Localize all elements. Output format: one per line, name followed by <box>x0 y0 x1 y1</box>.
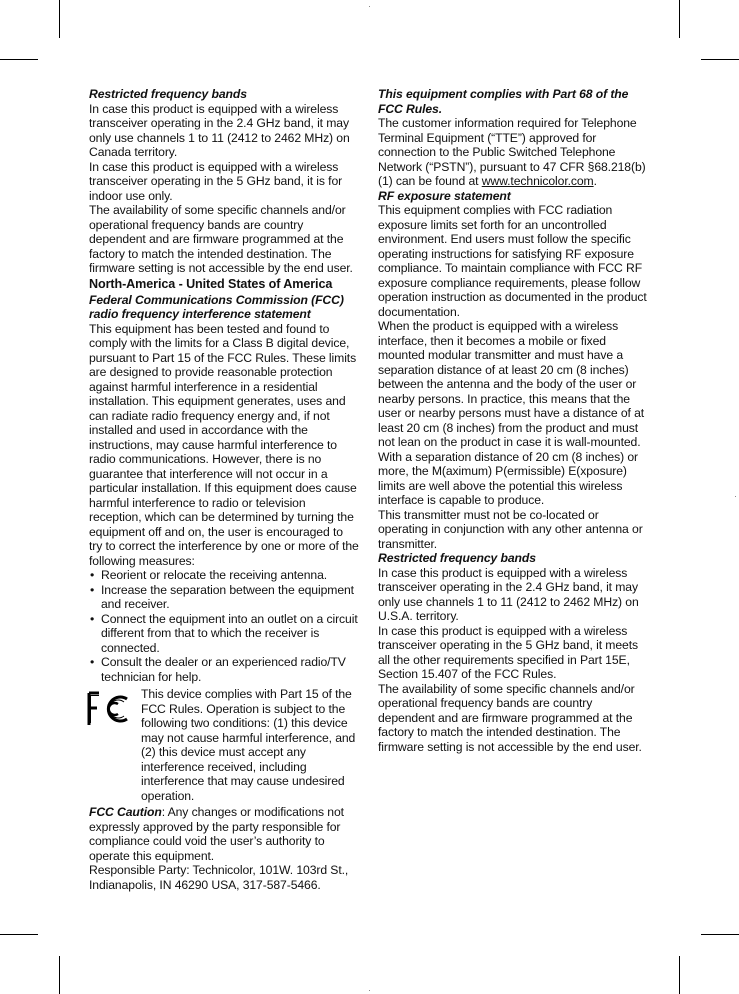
fcc-caution-paragraph <box>89 805 359 863</box>
fcc-logo-icon <box>87 687 135 803</box>
wireless-interface-paragraph: When the product is equipped with a wireless interface, then it becomes a mobile or fixed mounted modular transmitter and must have a separation distance of at least 20 cm (8 inches) between the antenna and the body of the user or nearby persons. In practice, this means that the user or nearby persons must have a distance of at least 20 cm (8 inches) from the product and must not lean on the product in case it is wall-mounted. With a separation distance of 20 cm (8 inches) or more, the M(aximum) P(ermissible) E(xposure) limits are well above the potential this wireless interface is capable to produce. <box>378 319 645 507</box>
fcc-compliance-block <box>89 687 359 803</box>
list-item: • Consult the dealer or an experienced radio/TV technician for help. <box>89 655 359 684</box>
tte-paragraph <box>378 116 649 189</box>
tte-text: The customer information required for Telephone Terminal Equipment (“TTE”) approved for connection to the Public Switched Telephone Network (“PSTN”), pursuant to 47 CFR §68.218(b)(1) can be found at <box>378 116 646 188</box>
part68-heading: This equipment complies with Part 68 of the FCC Rules. <box>378 87 629 116</box>
crop-mark-top-right-h <box>701 59 739 60</box>
crop-mark-top-right-v <box>679 0 680 38</box>
restricted-bands-heading-ca: Restricted frequency bands <box>89 87 247 101</box>
usa-availability-paragraph: The availability of some specific channels and/or operational frequency bands are country dependent and are firmware programmed at the factory to match the intended destination. The firmware setting is not accessible by the end user. <box>378 681 642 754</box>
crop-mark-top-left-h <box>0 59 38 60</box>
list-item: • Increase the separation between the equipment and receiver. <box>89 583 359 612</box>
responsible-party-paragraph: Responsible Party: Technicolor, 101W. 103rd St., Indianapolis, IN 46290 USA, 317-587-5466. <box>89 863 349 892</box>
crop-mark-bottom-left-h <box>0 934 38 935</box>
crop-mark-bottom-right-h <box>701 934 739 935</box>
registration-dot-right <box>735 496 736 497</box>
canada-5ghz-paragraph: In case this product is equipped with a wireless transceiver operating in the 5 GHz band, it is for indoor use only. <box>89 159 343 203</box>
right-column <box>378 87 649 754</box>
crop-mark-bottom-left-v <box>59 956 60 994</box>
restricted-bands-heading-us: Restricted frequency bands <box>378 551 536 565</box>
measures-list <box>89 568 359 684</box>
crop-mark-bottom-right-v <box>679 956 680 994</box>
fcc-caution-label: FCC Caution <box>89 805 162 819</box>
rf-exposure-heading: RF exposure statement <box>378 188 511 203</box>
left-column <box>89 87 359 892</box>
usa-24ghz-paragraph: In case this product is equipped with a wireless transceiver operating in the 2.4 GHz band, it may only use channels 1 to 11 (2412 to 2462 MHz) on U.S.A. territory. <box>378 565 639 623</box>
list-item: • Connect the equipment into an outlet on a circuit different from that to which the receiver is connected. <box>89 612 359 656</box>
list-item: • Reorient or relocate the receiving antenna. <box>89 568 359 583</box>
registration-dot-bottom <box>369 990 370 991</box>
fcc-caution-text: : Any changes or modifications not expressly approved by the party responsible for compliance could void the user’s authority to operate this equipment. <box>89 805 344 863</box>
part15-paragraph: This device complies with Part 15 of the FCC Rules. Operation is subject to the following two conditions: (1) this device may not cause harmful interference, and (2) this device must accept any interference received, including interference that may cause undesired operation. <box>141 687 356 803</box>
usa-5ghz-paragraph: In case this product is equipped with a wireless transceiver operating in the 5 GHz band, it meets all the other requirements specified in Part 15E, Section 15.407 of the FCC Rules. <box>378 623 638 681</box>
crop-mark-top-left-v <box>59 0 60 38</box>
co-located-paragraph: This transmitter must not be co-located or operating in conjunction with any other antenna or transmitter. <box>378 507 643 551</box>
technicolor-link[interactable]: www.technicolor.com <box>481 174 594 188</box>
link-suffix: . <box>593 174 597 188</box>
fcc-interference-heading: Federal Communications Commission (FCC) radio frequency interference statement <box>89 292 344 321</box>
canada-availability-paragraph: The availability of some specific channels and/or operational frequency bands are country dependent and are firmware programmed at the factory to match the intended destination. The firmware setting is not accessible by the end user. <box>89 203 353 275</box>
canada-24ghz-paragraph: In case this product is equipped with a wireless transceiver operating in the 2.4 GHz band, it may only use channels 1 to 11 (2412 to 2462 MHz) on Canada territory. <box>89 101 350 159</box>
class-b-paragraph: This equipment has been tested and found to comply with the limits for a Class B digital device, pursuant to Part 15 of the FCC Rules. These limits are designed to provide reasonable protection against harmful interference in a residential installation. This equipment generates, uses and can radiate radio frequency energy and, if not installed and used in accordance with the instructions, may cause harmful interference to radio communications. However, there is no guarantee that interference will not occur in a particular installation. If this equipment does cause harmful interference to radio or television reception, which can be determined by turning the equipment off and on, the user is encouraged to try to correct the interference by one or more of the following measures: <box>89 321 359 568</box>
north-america-heading: North-America - United States of America <box>89 276 333 291</box>
rf-exposure-paragraph: This equipment complies with FCC radiation exposure limits set forth for an uncontrolled environment. End users must follow the specific operating instructions for satisfying RF exposure compliance. To maintain compliance with FCC RF exposure compliance requirements, please follow operation instruction as documented in the product documentation. <box>378 203 647 319</box>
registration-dot-top <box>369 6 370 7</box>
